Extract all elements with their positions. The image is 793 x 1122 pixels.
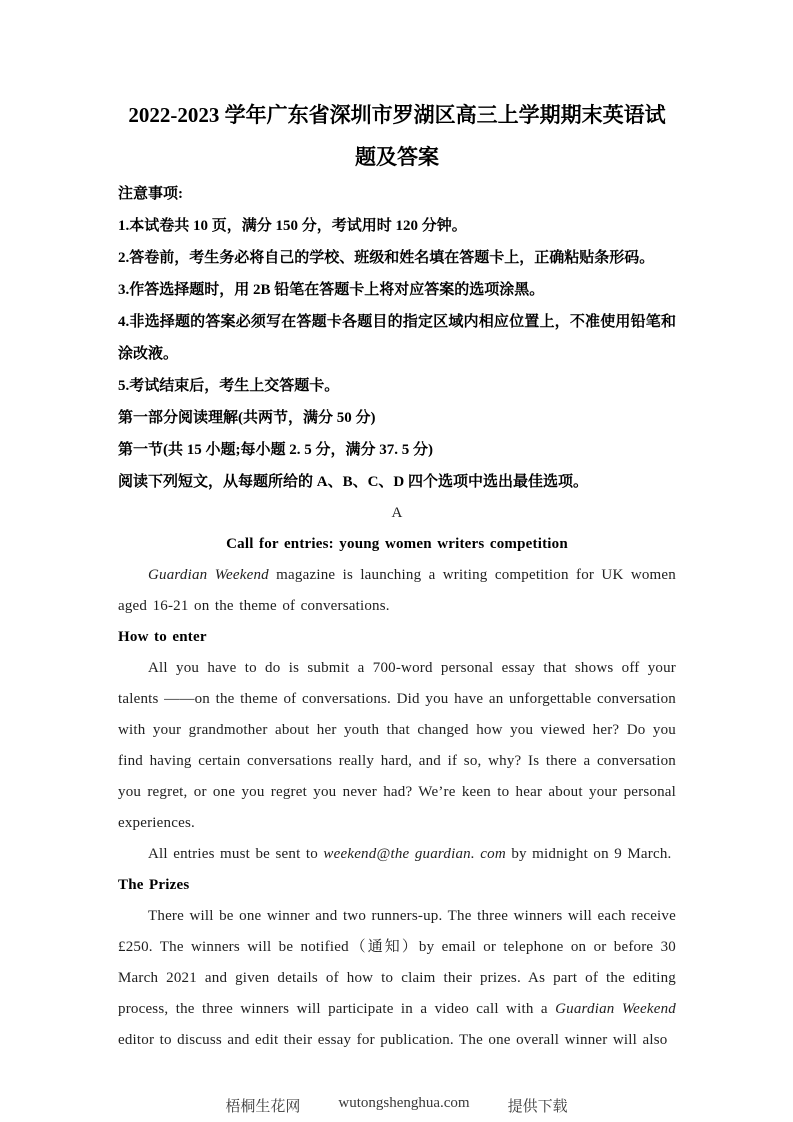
body-text: There will be one winner and two runners-up. The three winners will each receive £250. The winners will be notified（通知）by email or telephone on or before 30 March 2021 and given details of how to claim their prizes. As part of the editing process, the three winners will participate in a video call with a <box>118 908 676 1017</box>
passage-paragraph <box>118 839 676 870</box>
reading-passage <box>118 498 676 1056</box>
footer-download-text: 提供下载 <box>507 1099 568 1115</box>
passage-subheading: How to enter <box>118 629 207 645</box>
passage-paragraph <box>118 560 676 622</box>
notice-heading: 注意事项: <box>118 186 183 202</box>
italic-text: Guardian Weekend <box>148 567 269 583</box>
page-footer <box>0 1095 793 1116</box>
notice-item: 5.考试结束后，考生上交答题卡。 <box>118 378 340 394</box>
footer-site-url: wutongshenghua.com <box>338 1095 470 1111</box>
reading-instruction: 阅读下列短文，从每题所给的 A、B、C、D 四个选项中选出最佳选项。 <box>118 474 589 490</box>
passage-paragraph <box>118 653 676 839</box>
notice-item: 4.非选择题的答案必须写在答题卡各题目的指定区域内相应位置上，不准使用铅笔和涂改液。 <box>118 314 676 362</box>
passage-paragraph <box>118 901 676 1056</box>
body-text: editor to discuss and edit their essay for publication. The one overall winner will also <box>118 1032 668 1048</box>
notice-item: 3.作答选择题时，用 2B 铅笔在答题卡上将对应答案的选项涂黑。 <box>118 282 545 298</box>
part-heading: 第一部分阅读理解(共两节，满分 50 分) <box>118 410 376 426</box>
page-title-line-2: 题及答案 <box>355 145 439 169</box>
page-title <box>118 94 676 178</box>
page-title-line-1: 2022-2023 学年广东省深圳市罗湖区高三上学期期末英语试 <box>128 103 666 127</box>
passage-subheading: The Prizes <box>118 877 190 893</box>
passage-label: A <box>391 505 403 521</box>
section-heading: 第一节(共 15 小题;每小题 2. 5 分，满分 37. 5 分) <box>118 442 433 458</box>
passage-title: Call for entries: young women writers competition <box>226 536 568 552</box>
exam-instructions-section <box>118 178 676 498</box>
body-text: All you have to do is submit a 700-word personal essay that shows off your talents ——on the theme of conversations. Did you have an unforgettable conversation with your grandmother about her youth that changed how you viewed her? Do you find having certain conversations really hard, and if so, why? Is there a conversation you regret, or one you regret you never had? We’re keen to hear about your personal experiences. <box>118 660 676 831</box>
passage-body <box>118 560 676 1056</box>
italic-text: weekend@the guardian. com <box>323 846 506 862</box>
notice-list <box>118 210 676 402</box>
body-text: by midnight on 9 March. <box>505 846 672 862</box>
footer-site-name: 梧桐生花网 <box>225 1099 301 1115</box>
body-text: magazine is launching a writing competition for UK women aged 16-21 on the theme of conversations. <box>118 567 676 614</box>
notice-item: 1.本试卷共 10 页，满分 150 分，考试用时 120 分钟。 <box>118 218 467 234</box>
document-content <box>118 94 676 1056</box>
italic-text: Guardian Weekend <box>555 1001 676 1017</box>
notice-item: 2.答卷前，考生务必将自己的学校、班级和姓名填在答题卡上，正确粘贴条形码。 <box>118 250 655 266</box>
body-text: All entries must be sent to <box>148 846 324 862</box>
